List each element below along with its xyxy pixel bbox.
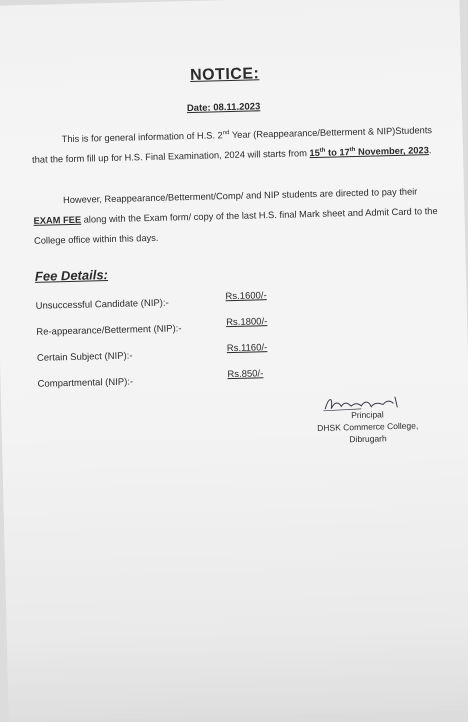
- fee-label: Re-appearance/Betterment (NIP):-: [36, 323, 182, 338]
- fee-label: Compartmental (NIP):-: [37, 376, 134, 390]
- para1-sup: nd: [222, 130, 230, 137]
- fee-amount: Rs.1800/-: [226, 316, 268, 329]
- para1-text-b: Year (Reappearance/Betterment & NIP)Students that the form fill up for H.S. Final Examination, 2024 will starts from: [31, 125, 433, 165]
- fee-details-heading: Fee Details:: [34, 267, 109, 284]
- college-city: Dibrugarh: [349, 433, 387, 445]
- para2-text-b: along with the Exam form/ copy of the last H.S. final Mark sheet and Admit Card to the College office within this days.: [33, 205, 438, 246]
- notice-title: NOTICE:: [189, 65, 260, 84]
- college-name: DHSK Commerce College,: [317, 420, 419, 433]
- notice-date: Date: 08.11.2023: [186, 101, 261, 115]
- fee-row: [37, 368, 337, 392]
- fee-label: Certain Subject (NIP):-: [36, 350, 133, 364]
- fee-amount: Rs.1160/-: [226, 342, 268, 355]
- fee-row: [36, 342, 337, 366]
- para1-text-a: This is for general information of H.S. 2: [61, 130, 223, 145]
- date-range: 15th to 17th November, 2023: [309, 145, 429, 159]
- fee-amount: Rs.1600/-: [225, 290, 267, 303]
- fee-row: [35, 290, 336, 315]
- paragraph-form-fill-up: This is for general information of H.S. 2nd Year (Reappearance/Betterment & NIP)Students that the form fill up for H.S. Final Examination, 2024 will starts from 15th to 17th November, 2023.: [31, 125, 433, 165]
- signatory-title: Principal: [350, 409, 384, 421]
- paragraph-exam-fee: [33, 181, 444, 251]
- signatory-block: [297, 407, 438, 446]
- fee-label: Unsuccessful Candidate (NIP):-: [35, 297, 169, 312]
- fee-row: [36, 316, 336, 340]
- fee-amount: Rs.850/-: [227, 368, 264, 381]
- exam-fee-emphasis: EXAM FEE: [33, 214, 82, 226]
- para2-text-a: However, Reappearance/Betterment/Comp/ and NIP students are directed to pay their: [62, 186, 418, 206]
